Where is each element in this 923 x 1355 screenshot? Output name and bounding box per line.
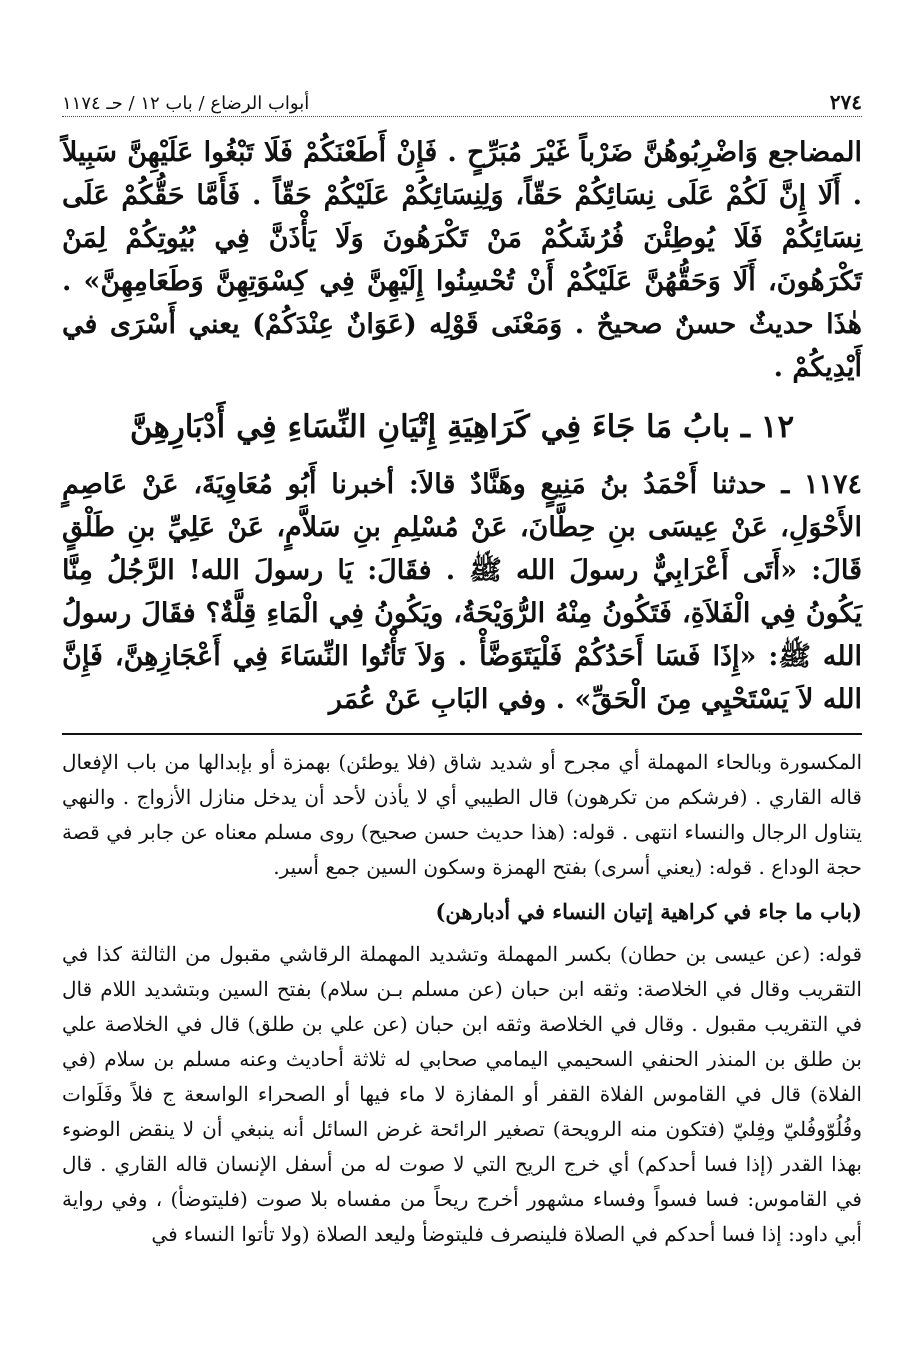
- hadith-continuation: المضاجع وَاضْرِبُوهُنَّ ضَرْباً غَيْرَ مُبَرِّحٍ . فَإِنْ أَطَعْنَكُمْ فَلَا تَبْغُوا عَلَيْهِنَّ سَبِيلاً . أَلَا إِنَّ لَكُمْ عَلَى نِسَائِكُمْ حَقّاً، وَلِنِسَائِكُمْ عَلَيْكُمْ حَقّاً . فَأَمَّا حَقُّكُمْ عَلَى نِسَائِكُمْ فَلَا يُوطِئْنَ فُرُشَكُمْ مَنْ تَكْرَهُونَ وَلَا يَأْذَنَّ فِي بُيُوتِكُمْ لِمَنْ تَكْرَهُونَ، أَلَا وَحَقُّهُنَّ عَلَيْكُمْ أَنْ تُحْسِنُوا إِلَيْهِنَّ فِي كِسْوَتِهِنَّ وَطَعَامِهِنَّ» . هٰذَا حديثٌ حسنٌ صحيحٌ . وَمَعْنَى قَوْلِه (عَوَانٌ عِنْدَكُمْ) يعني أَسْرَى في أَيْدِيكُمْ .: [62, 137, 862, 383]
- commentary-section: [62, 745, 862, 1252]
- hadith-1174: ١١٧٤ ـ حدثنا أَحْمَدُ بنُ مَنِيعٍ وهَنَّادٌ قالاَ: أخبرنا أَبُو مُعَاوِيَةَ، عَنْ عَاصِمٍ الأَحْوَلِ، عَنْ عِيسَى بنِ حِطَّانَ، عَنْ مُسْلِمِ بنِ سَلاَّمٍ، عَنْ عَلِيِّ بنِ طَلْقٍ قَالَ: «أَتَى أَعْرَابِيٌّ رسولَ الله ﷺ . فقَالَ: يَا رسولَ الله! الرَّجُلُ مِنَّا يَكُونُ فِي الْفَلاَةِ، فَتَكُونُ مِنْهُ الرُّوَيْحَةُ، ويَكُونُ فِي الْمَاءِ قِلَّةٌ؟ فقَالَ رسولُ الله ﷺ: «إِذَا فَسَا أَحَدُكُمْ فَلْيَتَوَضَّأْ . وَلاَ تَأْتُوا النِّسَاءَ فِي أَعْجَازِهِنَّ، فَإِنَّ الله لاَ يَسْتَحْيِي مِنَ الْحَقِّ» . وفي البَابِ عَنْ عُمَر: [62, 469, 862, 715]
- running-header: [62, 84, 862, 117]
- footnote-divider: [62, 733, 862, 735]
- chapter-title: ١٢ ـ بابُ مَا جَاءَ فِي كَرَاهِيَةِ إِتْيَانِ النِّسَاءِ فِي أَدْبَارِهِنَّ: [129, 409, 795, 445]
- page-number: ٢٧٤: [829, 90, 862, 114]
- commentary-paragraph-1: المكسورة وبالحاء المهملة أي مجرح أو شديد شاق (فلا يوطئن) بهمزة أو بإبدالها من باب الإفعال قاله القاري . (فرشكم من تكرهون) قال الطيبي أي لا يأذن لأحد أن يدخل منازل الأزواج . والنهي يتناول الرجال والنساء انتهى . قوله: (هذا حديث حسن صحيح) روى مسلم معناه عن جابر في قصة حجة الوداع . قوله: (يعني أسرى) بفتح الهمزة وسكون السين جمع أسير.: [62, 750, 862, 879]
- commentary-paragraph-2: قوله: (عن عيسى بن حطان) بكسر المهملة وتشديد المهملة الرقاشي مقبول من الثالثة كذا في التقريب وقال في الخلاصة: وثقه ابن حبان (عن مسلم بـن سلام) بفتح السين وبتشديد اللام قال في التقريب مقبول . وقال في الخلاصة وثقه ابن حبان (عن علي بن طلق) قال في الخلاصة علي بن طلق بن المنذر الحنفي السحيمي اليمامي صحابي له ثلاثة أحاديث وعنه مسلم بن سلام (في الفلاة) قال في القاموس الفلاة القفر أو المفازة لا ماء فيها أو الصحراء الواسعة ج فلاً وفَلَوات وفُلُوّوفُليّ وفِليّ (فتكون منه الرويحة) تصغير الرائحة غرض السائل أنه ينبغي أن لا ينقض الوضوء بهذا القدر (إذا فسا أحدكم) أي خرج الريح التي لا صوت له من أسفل الإنسان قاله القاري . قال في القاموس: فسا فسواً وفساء مشهور أخرج ريحاً من مفساه بلا صوت (فليتوضأ) ، وفي رواية أبي داود: إذا فسا أحدكم في الصلاة فلينصرف فليتوضأ وليعد الصلاة (ولا تأتوا النساء في: [62, 942, 862, 1246]
- section-reference: أبواب الرضاع / باب ١٢ / حـ ١١٧٤: [62, 93, 310, 114]
- commentary-section-title: (باب ما جاء في كراهية إتيان النساء في أدبارهن): [435, 899, 862, 924]
- book-page: [62, 84, 862, 1334]
